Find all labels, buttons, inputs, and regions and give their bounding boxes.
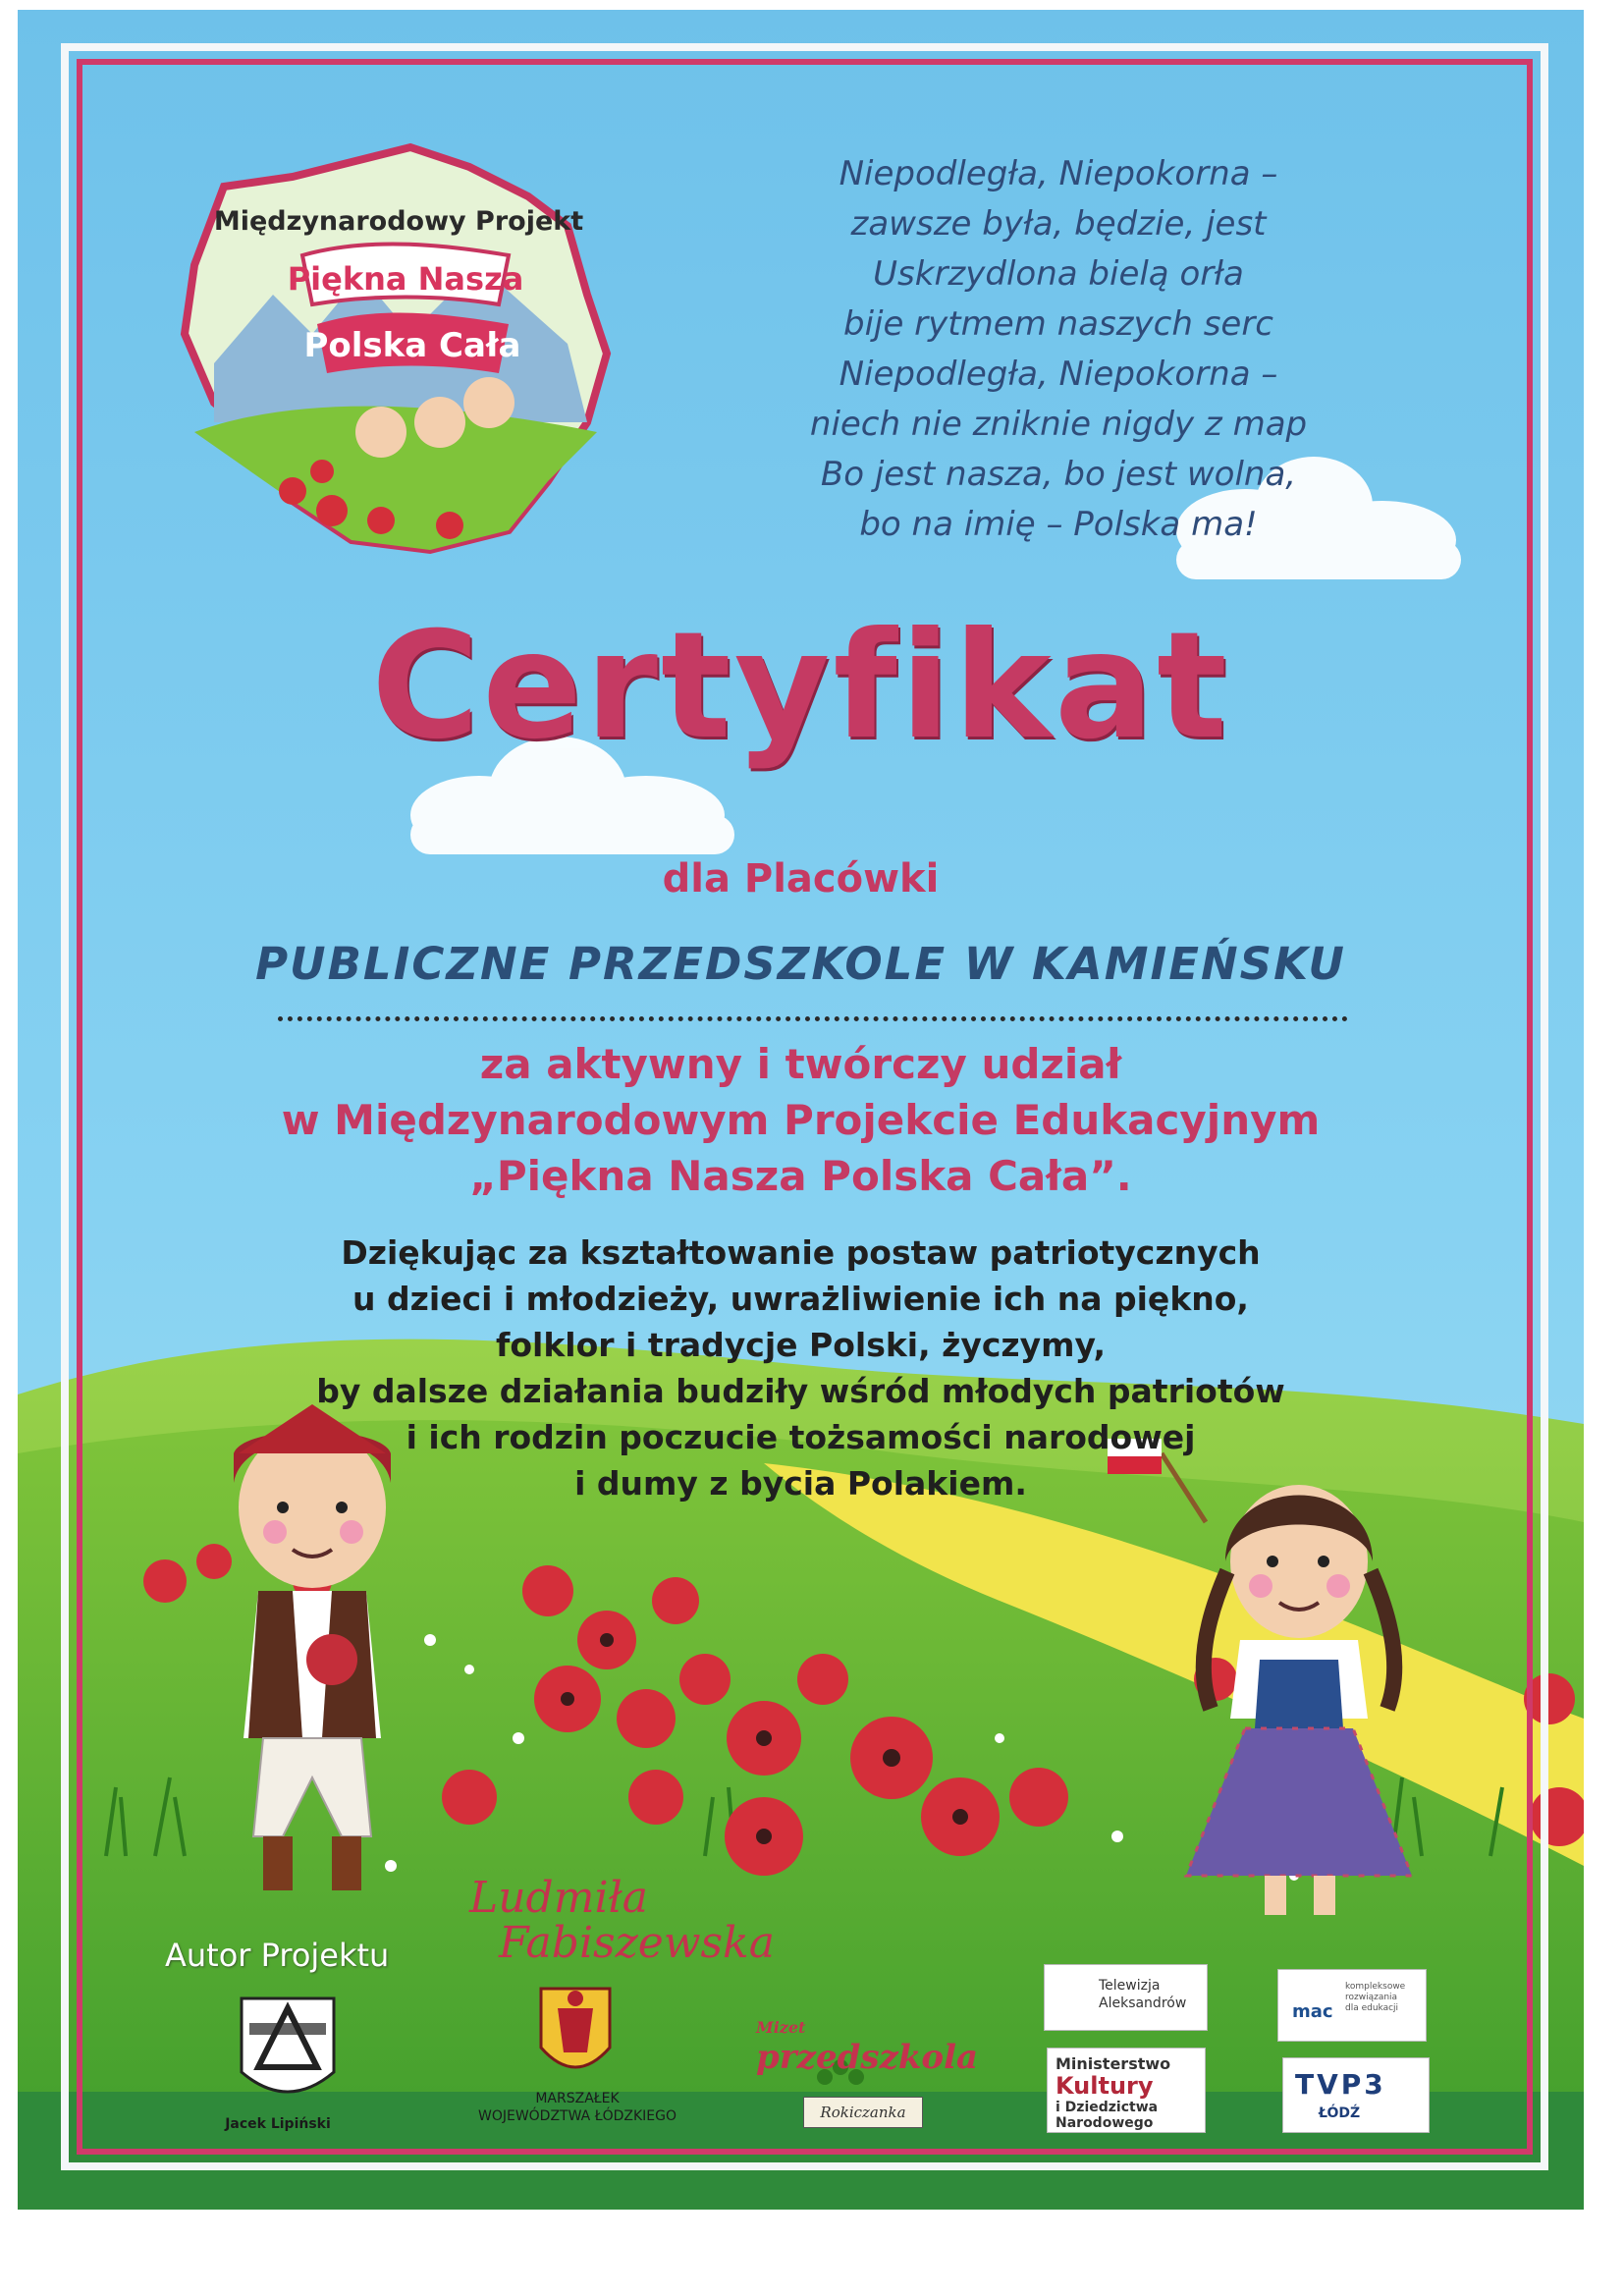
sponsor-mac — [1277, 1969, 1427, 2042]
marszalek-line1: MARSZAŁEK — [535, 2091, 620, 2106]
project-logo — [155, 108, 646, 579]
sponsor-muzeum-logo — [756, 2013, 979, 2077]
for-institution-label: dla Placówki — [662, 856, 940, 902]
certificate-sheet — [18, 10, 1584, 2210]
poem-line: zawsze była, będzie, jest — [850, 204, 1267, 244]
ministry-rest — [1056, 2100, 1158, 2131]
mac-tag-line3: dla edukacji — [1345, 2003, 1399, 2013]
reason-line: „Piękna Nasza Polska Cała”. — [469, 1152, 1132, 1200]
tv-name — [1099, 1977, 1186, 2012]
mac-tag-line2: rozwiązania — [1345, 1993, 1398, 2002]
sponsor-tv-aleksandrow — [1044, 1964, 1208, 2031]
poem-line: Uskrzydlona bielą orła — [873, 254, 1244, 294]
thanks-line: i ich rodzin poczucie tożsamości narodowej — [406, 1418, 1196, 1456]
logo-project-label: Międzynarodowy Projekt — [213, 206, 584, 237]
tv-line2: Aleksandrów — [1099, 1995, 1187, 2011]
thanks-line: by dalsze działania budziły wśród młodych patriotów — [316, 1372, 1285, 1410]
tv-line1: Telewizja — [1099, 1978, 1161, 1994]
author-signature — [469, 1873, 775, 1968]
thanks-line: i dumy z bycia Polakiem. — [574, 1464, 1027, 1503]
signature-last-name: Fabiszewska — [499, 1918, 775, 1968]
institution-name: PUBLICZNE PRZEDSZKOLE W KAMIEŃSKU — [255, 938, 1346, 990]
award-reason — [18, 1036, 1584, 1204]
logo-banner-line2: Polska Cała — [303, 326, 521, 365]
ministry-line2: Kultury — [1056, 2072, 1154, 2100]
marszalek-line2: WOJEWÓDZTWA ŁÓDZKIEGO — [477, 2108, 677, 2124]
poem — [744, 149, 1373, 550]
muzeum-small: Mizet — [756, 2018, 806, 2037]
dotted-separator — [278, 1016, 1348, 1021]
thanks-line: Dziękując za kształtowanie postaw patriotycznych — [341, 1233, 1261, 1272]
poem-line: Niepodległa, Niepokorna – — [839, 355, 1278, 394]
sponsor-marszalek-caption — [450, 2090, 705, 2125]
signature-first-name: Ludmiła — [469, 1873, 649, 1923]
reason-line: za aktywny i twórczy udział — [479, 1040, 1122, 1088]
ministry-line3: i Dziedzictwa — [1056, 2100, 1159, 2115]
thanks-line: folklor i tradycje Polski, życzymy, — [496, 1326, 1106, 1364]
mac-tag-line1: kompleksowe — [1345, 1982, 1406, 1992]
reason-line: w Międzynarodowym Projekcie Edukacyjnym — [281, 1096, 1321, 1144]
logo-banner-line1: Piękna Nasza — [287, 260, 524, 298]
mac-tagline — [1345, 1982, 1405, 2014]
poem-line: bije rytmem naszych serc — [842, 304, 1273, 344]
sponsor-rokiczanka-logo: Rokiczanka — [803, 2097, 923, 2128]
muzeum-name: przedszkola — [756, 2038, 979, 2077]
tvp-city: ŁÓDŹ — [1319, 2105, 1361, 2121]
author-label: Autor Projektu — [165, 1937, 390, 1974]
certificate-title: Certyfikat — [371, 601, 1230, 772]
poem-line: Bo jest nasza, bo jest wolna, — [820, 455, 1297, 494]
sponsor-jacek-caption: Jacek Lipiński — [225, 2116, 331, 2132]
poem-line: niech nie zniknie nigdy z map — [809, 405, 1308, 444]
thanks-text — [18, 1230, 1584, 1506]
sponsor-tvp3 — [1282, 2057, 1430, 2133]
ministry-line4: Narodowego — [1056, 2115, 1154, 2131]
tvp-logo: TVP3 — [1295, 2068, 1386, 2101]
sponsor-ministry — [1047, 2048, 1206, 2133]
poem-line: Niepodległa, Niepokorna – — [839, 154, 1278, 193]
mac-logo: mac — [1292, 2001, 1333, 2022]
ministry-line1: Ministerstwo — [1056, 2054, 1171, 2073]
thanks-line: u dzieci i młodzieży, uwrażliwienie ich na piękno, — [352, 1280, 1249, 1318]
poem-line: bo na imię – Polska ma! — [859, 505, 1258, 544]
